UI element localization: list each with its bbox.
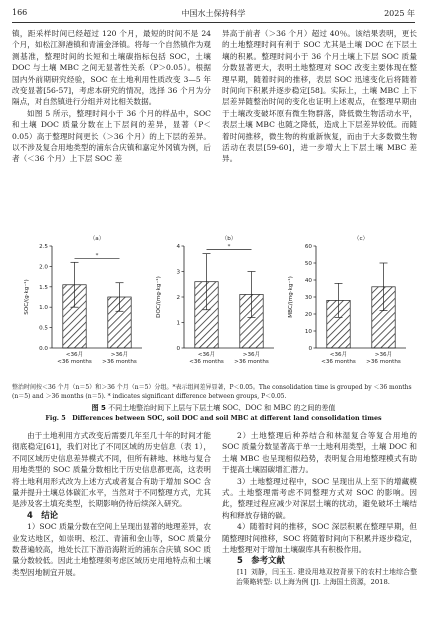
paragraph: 2）土地整理后种养结合和林湿复合等复合用地的 SOC 质量分数显著高于单一土地利用类型，土壤 DOC 和土壤 MBC 也呈现相似趋势，表明复合用地整理模式有助于提高土壤固碳增汇潜力。 [222, 431, 417, 475]
paragraph: 镇，距采样时间已经超过 120 个月，最短的时间不是 24 个月，如松江泖港镇和青浦金泽镇。将每一个自然镇作为观测基准，整理时间的长短和土壤碳指标包括 SOC，土壤 DOC 与土壤 MBC 之间无显著性关系（P＞0.05）。根据国内外前期研究经验，SOC 在土地利用性质改变 3—5 年改变显著[56-57]，考虑本研究的情况，选择 36 个月为分隔点，对自然镇进行分组并对比相关数据。 [12, 29, 211, 107]
figure-title-en: Fig. 5 Differences between SOC, soil DOC and soil MBC at different land consolidation times [45, 414, 382, 422]
paragraph: 3）土地整理过程中，SOC 呈现出从上至下的增藏模式。土地整理需考虑不同整理方式对 SOC 的影响。因此，整理过程应减少对深层土壤的扰动，避免破坏土壤结构和释放存储的碳。 [222, 476, 417, 520]
y-tick-label: 50 [304, 261, 312, 267]
y-tick-label: 40 [304, 278, 312, 284]
right-column-top [222, 28, 417, 228]
y-tick-label: 0.0 [39, 346, 48, 352]
left-column-top [12, 28, 211, 228]
left-column-bottom [12, 430, 211, 630]
x-tick-label: <36 months [57, 359, 92, 365]
chart-panel-mbc [284, 232, 414, 382]
paragraph: 由于土地利用方式改变后需要几年至几十年的时间才能彻底稳定[61]，我们对比了不同区域的历史信息（表 1），不同区域历史信息差异模式不同，但所有耕地、林地与复合用地类型的 SOC 质量分数相比于历史信息都更高，这表明将土地利用形式改为上述方式或者复合有助于增加 SOC 含量并提升土壤总体碳汇水平，当然对于不同整理方式，尤其是涉及客土填充类型，长期影响仍待后续深入研究。 [12, 431, 211, 509]
chart-mbc [284, 232, 414, 382]
paragraph: 异高于前者（＞36 个月）超过 40％。该结果表明，更长的土地整理时间有利于 SOC 尤其是土壤 DOC 在下层土壤的积累。整理时间小于 36 个月土壤上下层 SOC 质量分数显著更大，表明土地整理对 SOC 改变主要体现在整理早期，随着时间的推移，表层 SOC 迅速变化后将随着时间向下积累并逐步稳定[58]。实际上，土壤 MBC 上下层差异随整治时间的变化也证明上述观点，在整理早期由于土壤改变破坏原有微生物群落，降低微生物活动水平，表层土壤 MBC 也随之降低，造成上下层差异较低。而随着时间推移，微生物的构重新恢复，而由于大多数微生物活动在表层[59-60]，进一步增大上下层土壤 MBC 差异。 [222, 29, 417, 164]
x-tick-label: >36月 [374, 352, 393, 358]
y-tick-label: 60 [304, 244, 312, 250]
y-tick-label: 1.0 [39, 305, 48, 312]
y-tick-label: 10 [304, 329, 312, 335]
y-tick-label: 20 [304, 312, 312, 318]
figure-label: 图 5 [91, 404, 106, 412]
y-tick-label: 2.5 [39, 244, 48, 250]
panel-label: （b） [221, 236, 237, 242]
journal-name: 中国水土保持科学 [181, 9, 246, 18]
figure-note: 整治时间按＜36 个月（n＝5）和＞36 个月（n＝5）分组。*表示组间差异显著，P＜0.05。The consolidation time is grouped by ＜36 months (n＝5) and ＞36 months (n＝5). * indicates significant difference between groups, P＜0.05. [12, 384, 412, 400]
y-axis-label: MBC/(mg·kg⁻¹) [288, 276, 294, 318]
y-tick-label: 3 [176, 269, 180, 276]
section-heading: 5 参考文献 [237, 555, 285, 566]
x-tick-label: >36月 [242, 352, 261, 358]
reference-item [222, 567, 417, 587]
y-axis-label: DOC/(mg·kg⁻¹) [156, 276, 162, 318]
y-tick-label: 0 [176, 346, 180, 352]
y-tick-label: 1 [176, 320, 180, 327]
y-tick-label: 30 [304, 295, 312, 301]
paragraph: 如图 5 所示，整理时间小于 36 个月的样品中，SOC 和土壤 DOC 质量分数在上下层间的差异，显著（P＜0.05）高于整理时间更长（＞36 个月）的上下层的差异。以不涉及复合用地类型的浦东合庆镇和嘉定外冈镇为例，后者（＜36 个月）上下层 SOC 差 [12, 108, 211, 164]
significance-mark: * [227, 244, 231, 251]
page-header [12, 6, 415, 23]
journal-year: 2025 年 [384, 9, 415, 18]
y-tick-label: 0 [308, 346, 312, 352]
x-tick-label: <36月 [329, 352, 348, 358]
paragraph: 4）随着时间的推移，SOC 深层积累在整理早期，但随整理时间推移，SOC 将随着时间向下积累并逐步稳定，土地整理对于增加土壤碳库具有积极作用。 [222, 522, 417, 555]
figure-title-cn [12, 403, 415, 413]
chart-soc [20, 232, 150, 382]
reference-text: 刘静，闫玉玉. 建设用地双控背景下的农村土地综合整治策略转型: 以上海为例 [J]. 上海国土资源，2018. [236, 567, 417, 586]
x-tick-label: >36 months [366, 359, 401, 365]
x-tick-label: <36月 [65, 352, 84, 358]
paragraph: 1）SOC 质量分数在空间上呈现出显著的地理差异，农业发达地区，如崇明、松江、青浦和金山等，SOC 质量分数普遍较高，地处长江下游沿海附近的浦东合庆镇 SOC 质量分数较低。因此土地整理须考虑区域历史用地特点和土壤类型因地制宜开展。 [12, 522, 211, 577]
chart-panel-doc [152, 232, 282, 382]
x-tick-label: <36月 [197, 352, 216, 358]
right-column-bottom [222, 430, 417, 630]
y-tick-label: 2.0 [39, 264, 48, 271]
page-number: 166 [12, 8, 28, 17]
x-tick-label: >36 months [102, 359, 137, 365]
figure-5 [12, 232, 415, 404]
x-tick-label: <36 months [321, 359, 356, 365]
x-tick-label: >36月 [110, 352, 129, 358]
figure-title-text: 不同土地整治时间下上层与下层土壤 SOC、DOC 和 MBC 的之间的差值 [108, 404, 336, 412]
reference-number: [1] [237, 567, 247, 576]
y-tick-label: 2 [176, 295, 180, 301]
section-heading: 4 结论 [27, 509, 58, 520]
chart-doc [152, 232, 282, 382]
chart-panel-soc [20, 232, 150, 382]
y-axis-label: SOC/(g·kg⁻¹) [24, 279, 30, 315]
x-tick-label: >36 months [234, 359, 269, 365]
panel-label: （c） [353, 236, 369, 242]
x-tick-label: <36 months [189, 359, 224, 365]
y-tick-label: 1.5 [39, 284, 48, 291]
panel-label: （a） [89, 236, 105, 242]
y-tick-label: 0.5 [39, 325, 48, 332]
significance-mark: * [95, 252, 99, 259]
y-tick-label: 4 [176, 244, 180, 250]
